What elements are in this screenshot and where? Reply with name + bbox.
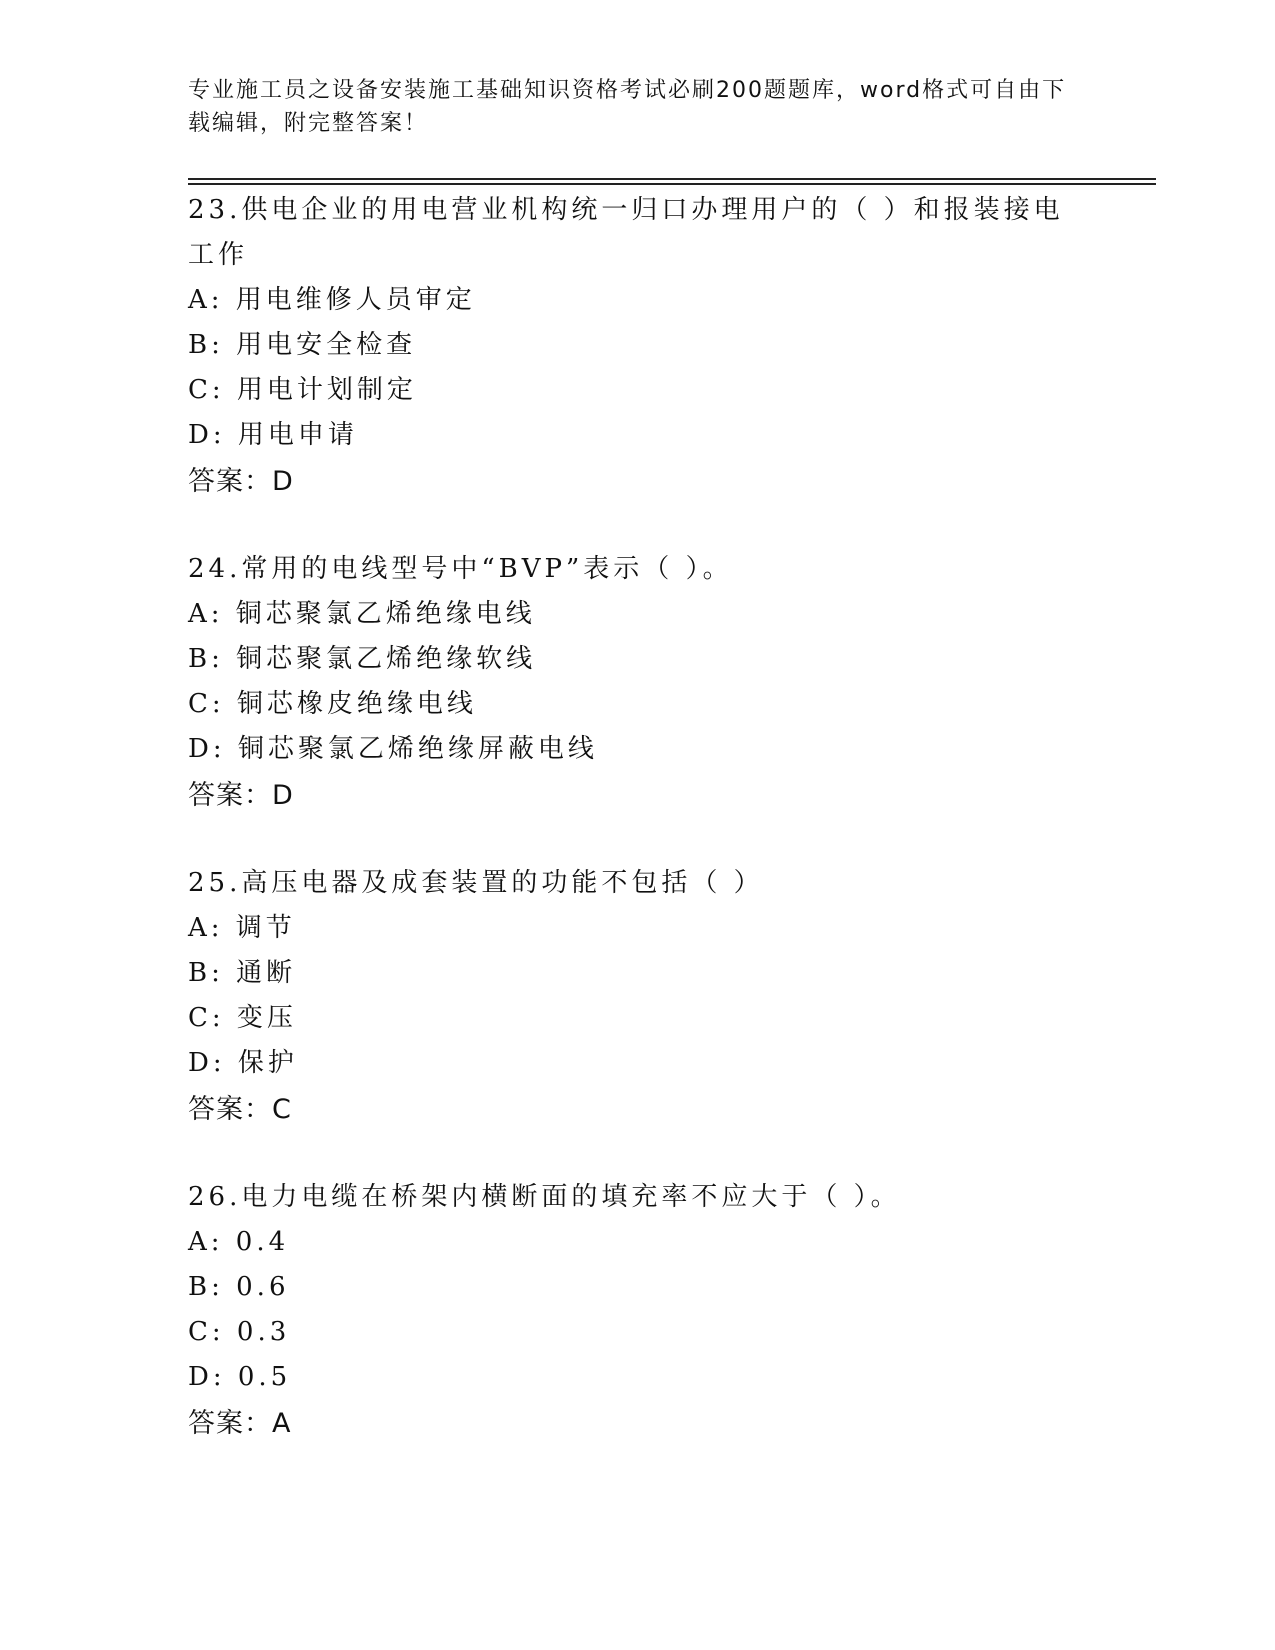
- header-divider-bottom: [188, 183, 1156, 185]
- option-a: A: 0.4: [188, 1227, 290, 1257]
- option-c: C: 铜芯橡皮绝缘电线: [188, 689, 477, 719]
- question-23: [188, 188, 1088, 505]
- option-d: D: 用电申请: [188, 420, 358, 450]
- option-d: D: 0.5: [188, 1362, 292, 1392]
- question-24: [188, 547, 1088, 819]
- option-d: D: 铜芯聚氯乙烯绝缘屏蔽电线: [188, 734, 598, 764]
- option-b: B: 铜芯聚氯乙烯绝缘软线: [188, 644, 537, 674]
- question-stem: 25.高压电器及成套装置的功能不包括（ ）: [188, 868, 764, 898]
- answer-line: 答案：A: [188, 1408, 292, 1439]
- answer-line: 答案：C: [188, 1094, 292, 1125]
- question-stem: 24.常用的电线型号中“BVP”表示（ ）。: [188, 554, 733, 584]
- option-b: B: 0.6: [188, 1272, 290, 1302]
- question-stem: 26.电力电缆在桥架内横断面的填充率不应大于（ ）。: [188, 1182, 901, 1212]
- document-header: 专业施工员之设备安装施工基础知识资格考试必刷200题题库，word格式可自由下载编辑，附完整答案！: [188, 78, 1067, 136]
- question-26: [188, 1175, 1088, 1447]
- option-b: B: 通断: [188, 958, 297, 988]
- option-b: B: 用电安全检查: [188, 330, 417, 360]
- answer-line: 答案：D: [188, 466, 294, 497]
- header-divider-top: [188, 178, 1156, 180]
- option-c: C: 变压: [188, 1003, 297, 1033]
- option-a: A: 用电维修人员审定: [188, 285, 476, 315]
- option-c: C: 用电计划制定: [188, 375, 417, 405]
- option-c: C: 0.3: [188, 1317, 291, 1347]
- option-d: D: 保护: [188, 1048, 298, 1078]
- question-stem: 23.供电企业的用电营业机构统一归口办理用户的（ ）和报装接电工作: [188, 195, 1064, 270]
- answer-line: 答案：D: [188, 780, 294, 811]
- question-25: [188, 861, 1088, 1133]
- option-a: A: 调节: [188, 913, 296, 943]
- question-list: [188, 188, 1088, 1489]
- option-a: A: 铜芯聚氯乙烯绝缘电线: [188, 599, 536, 629]
